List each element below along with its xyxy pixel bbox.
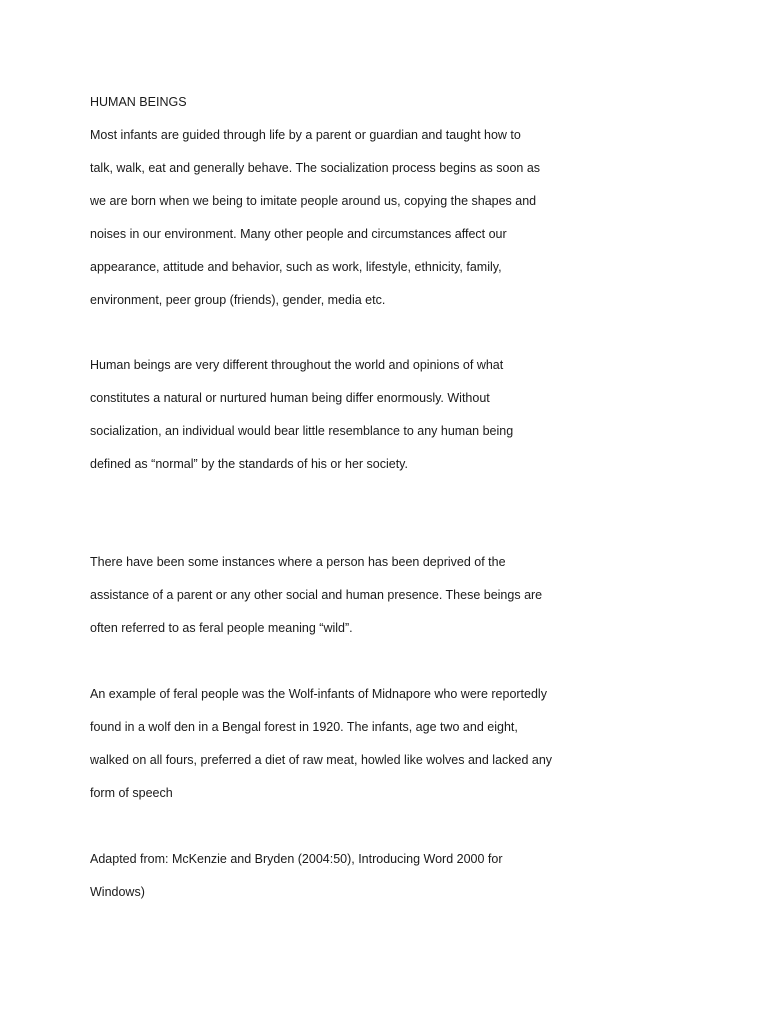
text-line: constitutes a natural or nurtured human being differ enormously. Without bbox=[90, 391, 490, 405]
text-line: talk, walk, eat and generally behave. The socialization process begins as soon as bbox=[90, 161, 541, 175]
text-line: Windows) bbox=[90, 885, 145, 899]
text-line: Human beings are very different throughout the world and opinions of what bbox=[90, 358, 504, 372]
text-line: often referred to as feral people meaning “wild”. bbox=[90, 621, 353, 635]
text-line: appearance, attitude and behavior, such as work, lifestyle, ethnicity, family, bbox=[90, 260, 502, 274]
text-line: environment, peer group (friends), gender, media etc. bbox=[90, 293, 386, 307]
text-line: walked on all fours, preferred a diet of raw meat, howled like wolves and lacked any bbox=[90, 753, 553, 767]
text-line: socialization, an individual would bear little resemblance to any human being bbox=[90, 424, 514, 438]
text-line: we are born when we being to imitate people around us, copying the shapes and bbox=[90, 194, 537, 208]
text-line: There have been some instances where a person has been deprived of the bbox=[90, 555, 506, 569]
document-title: HUMAN BEINGS bbox=[90, 95, 187, 109]
text-line: assistance of a parent or any other social and human presence. These beings are bbox=[90, 588, 543, 602]
text-line: An example of feral people was the Wolf-infants of Midnapore who were reportedly bbox=[90, 687, 547, 701]
text-line: found in a wolf den in a Bengal forest in 1920. The infants, age two and eight, bbox=[90, 720, 518, 734]
text-line: Most infants are guided through life by a parent or guardian and taught how to bbox=[90, 128, 521, 142]
text-line: form of speech bbox=[90, 786, 173, 800]
text-line: defined as “normal” by the standards of his or her society. bbox=[90, 457, 408, 471]
text-line: noises in our environment. Many other people and circumstances affect our bbox=[90, 227, 507, 241]
text-line: Adapted from: McKenzie and Bryden (2004:50), Introducing Word 2000 for bbox=[90, 852, 503, 866]
